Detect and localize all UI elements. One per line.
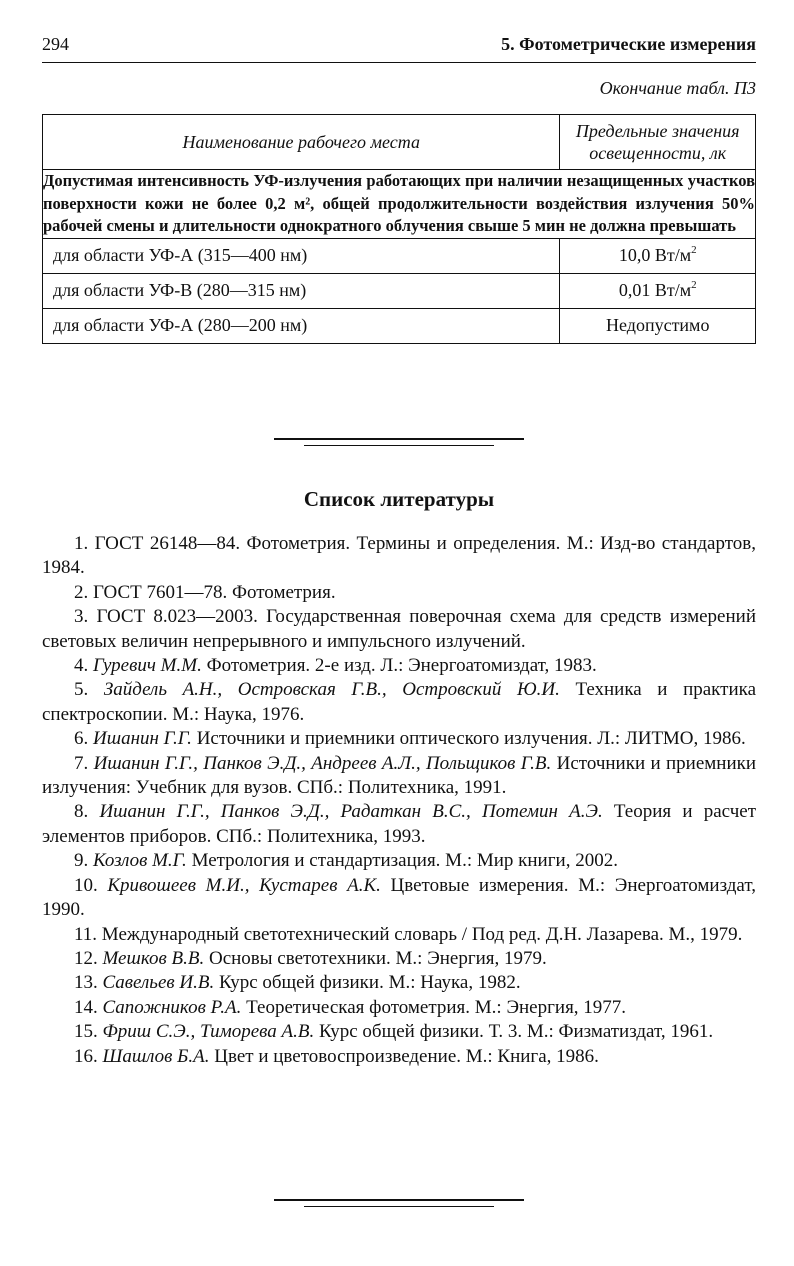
ref-authors: Шашлов Б.А. <box>102 1045 210 1067</box>
ref-authors: Козлов М.Г. <box>93 850 187 872</box>
ref-number: 2. <box>74 581 89 603</box>
ref-authors: Фриш С.Э., Тиморева А.В. <box>102 1021 315 1043</box>
ref-number: 13. <box>74 972 98 994</box>
reference-item <box>42 654 756 678</box>
header-rule <box>42 62 756 63</box>
ornament-rule-bottom <box>274 1199 524 1201</box>
ref-authors: Гуревич М.М. <box>93 655 202 677</box>
ref-text: Теория и расчет элементов приборов. СПб.: Политехника, 1993. <box>42 801 756 847</box>
table-cell-area: для области УФ-А (280—200 нм) <box>43 308 560 343</box>
ref-authors: Ишанин Г.Г., Панков Э.Д., Андреев А.Л., Польщиков Г.В. <box>93 752 552 774</box>
ref-text: Метрология и стандартизация. М.: Мир книги, 2002. <box>191 850 618 872</box>
ref-number: 9. <box>74 850 89 872</box>
reference-item <box>42 971 756 995</box>
ref-text: ГОСТ 8.023—2003. Государственная поверочная схема для средств измерений световых величин непрерывного и импульсного излучений. <box>42 606 756 652</box>
table-cell-value <box>560 308 756 343</box>
table-cell-area: для области УФ-В (280—315 нм) <box>43 273 560 308</box>
ref-authors: Кривошеев М.И., Кустарев А.К. <box>107 874 381 896</box>
references-title: Список литературы <box>303 487 495 511</box>
table-note-row <box>43 170 756 239</box>
page-number: 294 <box>42 34 69 54</box>
ref-authors: Сапожников Р.А. <box>102 996 242 1018</box>
ref-text: Международный светотехнический словарь / Под ред. Д.Н. Лазарева. М., 1979. <box>101 923 743 945</box>
ornament-rule-bottom-thin <box>304 1206 494 1207</box>
value-text: Недопустимо <box>606 315 710 335</box>
ref-text: Основы светотехники. М.: Энергия, 1979. <box>208 947 547 969</box>
illumination-table <box>42 114 756 344</box>
value-exponent: 2 <box>691 244 697 256</box>
table-row <box>43 308 756 343</box>
ref-authors: Зайдель А.Н., Островская Г.В., Островский Ю.И. <box>103 679 560 701</box>
reference-item <box>42 605 756 654</box>
value-text: 0,01 Вт/м <box>618 280 692 300</box>
reference-item <box>42 678 756 727</box>
value-text: 10,0 Вт/м <box>618 245 692 265</box>
ref-number: 10. <box>74 874 98 896</box>
reference-item <box>42 532 756 581</box>
ref-text: Теоретическая фотометрия. М.: Энергия, 1977. <box>246 996 627 1018</box>
running-head <box>42 34 756 60</box>
col-header-limit: Предельные значения освещенности, лк <box>560 115 756 170</box>
reference-item <box>42 1020 756 1044</box>
ref-text: Источники и приемники излучения: Учебник для вузов. СПб.: Политехника, 1991. <box>42 752 757 799</box>
ref-number: 4. <box>74 655 89 677</box>
table-row <box>43 238 756 273</box>
ref-text: Цвет и цветовоспроизведение. М.: Книга, 1986. <box>214 1045 599 1067</box>
reference-item <box>42 752 756 801</box>
ref-text: Курс общей физики. Т. 3. М.: Физматиздат, 1961. <box>319 1021 714 1043</box>
table-header-row <box>43 115 756 170</box>
ref-number: 8. <box>74 801 89 823</box>
ornament-rule-top-thin <box>304 445 494 446</box>
ornament-rule-top <box>274 438 524 440</box>
ref-number: 7. <box>74 752 89 774</box>
reference-item <box>42 874 756 923</box>
ref-text: Техника и практика спектроскопии. М.: Наука, 1976. <box>42 679 756 725</box>
ref-text: Фотометрия. 2-е изд. Л.: Энергоатомиздат, 1983. <box>206 655 597 677</box>
ref-authors: Ишанин Г.Г. <box>93 728 192 750</box>
ref-number: 15. <box>74 1021 98 1043</box>
reference-item <box>42 923 756 947</box>
ref-text: ГОСТ 26148—84. Фотометрия. Термины и определения. М.: Изд-во стандартов, 1984. <box>42 533 756 579</box>
reference-item <box>42 996 756 1020</box>
table-note: Допустимая интенсивность УФ-излучения работающих при наличии незащищенных участков поверхности кожи не более 0,2 м², общей продолжительности воздействия излучения 50% рабочей смены и длительности однократного облучения свыше 5 мин не должна превышать <box>43 170 756 239</box>
table-cell-area: для области УФ-А (315—400 нм) <box>43 238 560 273</box>
table-cell-value <box>560 273 756 308</box>
value-exponent: 2 <box>691 279 697 291</box>
ref-authors: Савельев И.В. <box>102 972 215 994</box>
reference-item <box>42 947 756 971</box>
reference-item <box>42 727 756 751</box>
ref-number: 11. <box>74 923 98 945</box>
ref-text: Цветовые измерения. М.: Энергоатомиздат, 1990. <box>42 874 756 921</box>
reference-item <box>42 800 756 849</box>
ref-number: 12. <box>74 947 98 969</box>
ref-number: 16. <box>74 1045 98 1067</box>
references-list <box>42 532 756 1069</box>
reference-item <box>42 1045 756 1069</box>
ref-number: 1. <box>74 533 89 554</box>
ref-number: 6. <box>74 728 89 750</box>
table-caption: Окончание табл. П3 <box>599 78 756 98</box>
ref-text: ГОСТ 7601—78. Фотометрия. <box>93 581 336 603</box>
ref-authors: Мешков В.В. <box>102 947 205 969</box>
table-cell-value <box>560 238 756 273</box>
ref-number: 5. <box>74 679 89 701</box>
ref-text: Источники и приемники оптического излучения. Л.: ЛИТМО, 1986. <box>196 728 746 750</box>
section-title: 5. Фотометрические измерения <box>501 34 756 54</box>
table-row <box>43 273 756 308</box>
ref-text: Курс общей физики. М.: Наука, 1982. <box>218 972 521 994</box>
ref-number: 3. <box>74 606 89 628</box>
reference-item <box>42 581 756 605</box>
ref-number: 14. <box>74 996 98 1018</box>
ref-authors: Ишанин Г.Г., Панков Э.Д., Радаткан В.С., Потемин А.Э. <box>99 801 603 823</box>
col-header-workplace: Наименование рабочего места <box>43 115 560 170</box>
reference-item <box>42 849 756 873</box>
